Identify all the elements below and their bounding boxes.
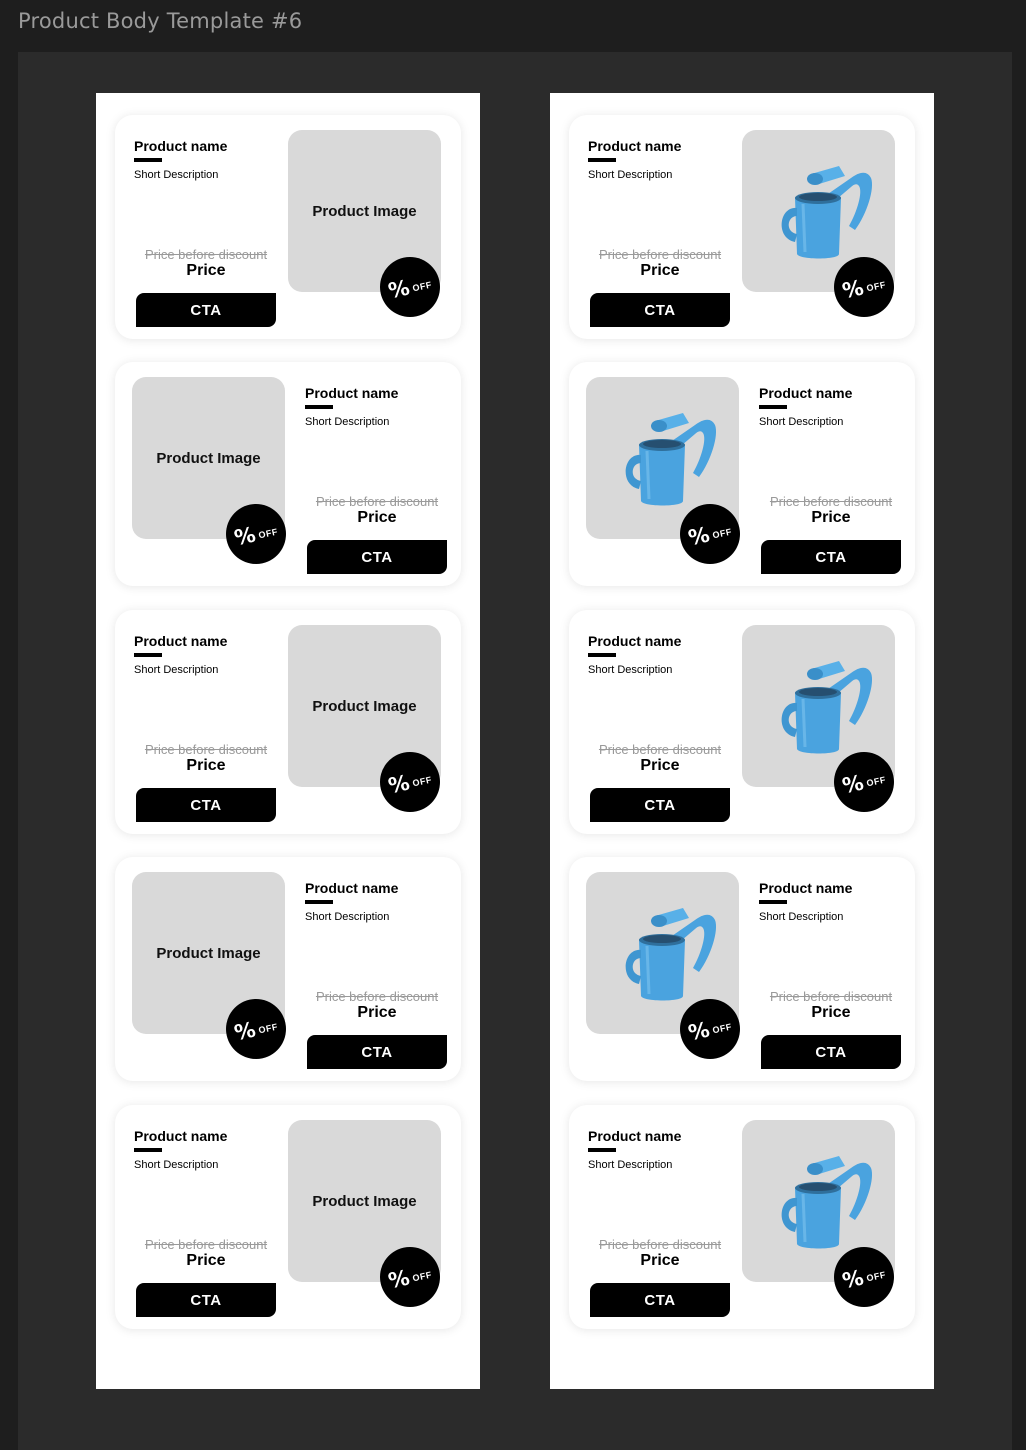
price: Price (811, 509, 851, 526)
price-block (307, 494, 447, 527)
price-before-discount: Price before discount (598, 247, 722, 262)
product-info (134, 1128, 227, 1171)
price-block (590, 247, 730, 280)
product-image-label: Product Image (312, 202, 417, 220)
product-image-label: Product Image (156, 944, 261, 962)
product-name-underline (588, 653, 616, 657)
product-info (305, 880, 398, 923)
short-description: Short Description (588, 664, 673, 676)
price-before-discount: Price before discount (144, 247, 268, 262)
price: Price (640, 262, 680, 279)
product-name: Product name (588, 633, 682, 649)
product-name: Product name (759, 880, 853, 896)
badge-off-label: OFF (711, 526, 733, 541)
badge-off-label: OFF (411, 774, 433, 789)
price-before-discount: Price before discount (315, 494, 439, 509)
price: Price (811, 1004, 851, 1021)
price: Price (186, 1252, 226, 1269)
percent-icon: % (686, 522, 712, 551)
short-description: Short Description (134, 1159, 219, 1171)
cta-button[interactable]: CTA (590, 293, 730, 327)
product-image-label: Product Image (312, 1192, 417, 1210)
product-card (115, 610, 461, 834)
short-description: Short Description (759, 416, 844, 428)
price: Price (357, 1004, 397, 1021)
price-before-discount: Price before discount (144, 1237, 268, 1252)
product-card (115, 857, 461, 1081)
price-block (590, 742, 730, 775)
product-name: Product name (134, 1128, 228, 1144)
price: Price (186, 757, 226, 774)
cta-button[interactable]: CTA (307, 540, 447, 574)
watering-can-icon (759, 1146, 879, 1256)
short-description: Short Description (305, 416, 390, 428)
badge-off-label: OFF (411, 279, 433, 294)
product-card (569, 610, 915, 834)
short-description: Short Description (134, 664, 219, 676)
price-block (761, 989, 901, 1022)
product-card (569, 115, 915, 339)
badge-off-label: OFF (257, 526, 279, 541)
badge-off-label: OFF (257, 1021, 279, 1036)
product-name: Product name (305, 880, 399, 896)
price-block (136, 742, 276, 775)
product-info (588, 633, 681, 676)
product-info (588, 1128, 681, 1171)
cta-button[interactable]: CTA (590, 788, 730, 822)
cta-button[interactable]: CTA (136, 1283, 276, 1317)
product-name: Product name (134, 138, 228, 154)
watering-can-icon (759, 156, 879, 266)
product-name-underline (134, 158, 162, 162)
product-name-underline (305, 900, 333, 904)
badge-off-label: OFF (865, 774, 887, 789)
product-name-underline (588, 1148, 616, 1152)
watering-can-icon (603, 403, 723, 513)
product-info (134, 633, 227, 676)
percent-icon: % (386, 770, 412, 799)
product-card (115, 1105, 461, 1329)
product-name: Product name (588, 138, 682, 154)
product-card (569, 857, 915, 1081)
product-name-underline (134, 1148, 162, 1152)
frame-title: Product Body Template #6 (18, 9, 303, 33)
price-block (761, 494, 901, 527)
price-block (136, 1237, 276, 1270)
product-card (569, 1105, 915, 1329)
price-before-discount: Price before discount (769, 494, 893, 509)
product-card (115, 115, 461, 339)
product-name-underline (134, 653, 162, 657)
percent-icon: % (232, 522, 258, 551)
product-image-label: Product Image (312, 697, 417, 715)
product-name: Product name (759, 385, 853, 401)
price-before-discount: Price before discount (315, 989, 439, 1004)
product-name: Product name (588, 1128, 682, 1144)
price-before-discount: Price before discount (144, 742, 268, 757)
price: Price (640, 757, 680, 774)
percent-icon: % (686, 1017, 712, 1046)
badge-off-label: OFF (411, 1269, 433, 1284)
badge-off-label: OFF (865, 279, 887, 294)
product-name-underline (305, 405, 333, 409)
photo-column (550, 93, 934, 1389)
product-name: Product name (305, 385, 399, 401)
product-info (134, 138, 227, 181)
product-name-underline (588, 158, 616, 162)
short-description: Short Description (759, 911, 844, 923)
placeholder-column (96, 93, 480, 1389)
short-description: Short Description (588, 169, 673, 181)
watering-can-icon (759, 651, 879, 761)
price-block (590, 1237, 730, 1270)
product-card (569, 362, 915, 586)
product-name-underline (759, 405, 787, 409)
product-name-underline (759, 900, 787, 904)
product-info (759, 385, 852, 428)
percent-icon: % (386, 1265, 412, 1294)
price-before-discount: Price before discount (598, 1237, 722, 1252)
percent-icon: % (386, 275, 412, 304)
badge-off-label: OFF (865, 1269, 887, 1284)
short-description: Short Description (134, 169, 219, 181)
short-description: Short Description (588, 1159, 673, 1171)
short-description: Short Description (305, 911, 390, 923)
cta-button[interactable]: CTA (136, 788, 276, 822)
product-info (759, 880, 852, 923)
cta-button[interactable]: CTA (307, 1035, 447, 1069)
cta-button[interactable]: CTA (590, 1283, 730, 1317)
percent-icon: % (840, 275, 866, 304)
cta-button[interactable]: CTA (761, 540, 901, 574)
price: Price (640, 1252, 680, 1269)
percent-icon: % (232, 1017, 258, 1046)
cta-button[interactable]: CTA (136, 293, 276, 327)
price: Price (357, 509, 397, 526)
price-block (136, 247, 276, 280)
product-card (115, 362, 461, 586)
price-before-discount: Price before discount (769, 989, 893, 1004)
product-info (305, 385, 398, 428)
product-name: Product name (134, 633, 228, 649)
product-image-label: Product Image (156, 449, 261, 467)
badge-off-label: OFF (711, 1021, 733, 1036)
product-info (588, 138, 681, 181)
price-block (307, 989, 447, 1022)
watering-can-icon (603, 898, 723, 1008)
cta-button[interactable]: CTA (761, 1035, 901, 1069)
percent-icon: % (840, 1265, 866, 1294)
price-before-discount: Price before discount (598, 742, 722, 757)
percent-icon: % (840, 770, 866, 799)
price: Price (186, 262, 226, 279)
